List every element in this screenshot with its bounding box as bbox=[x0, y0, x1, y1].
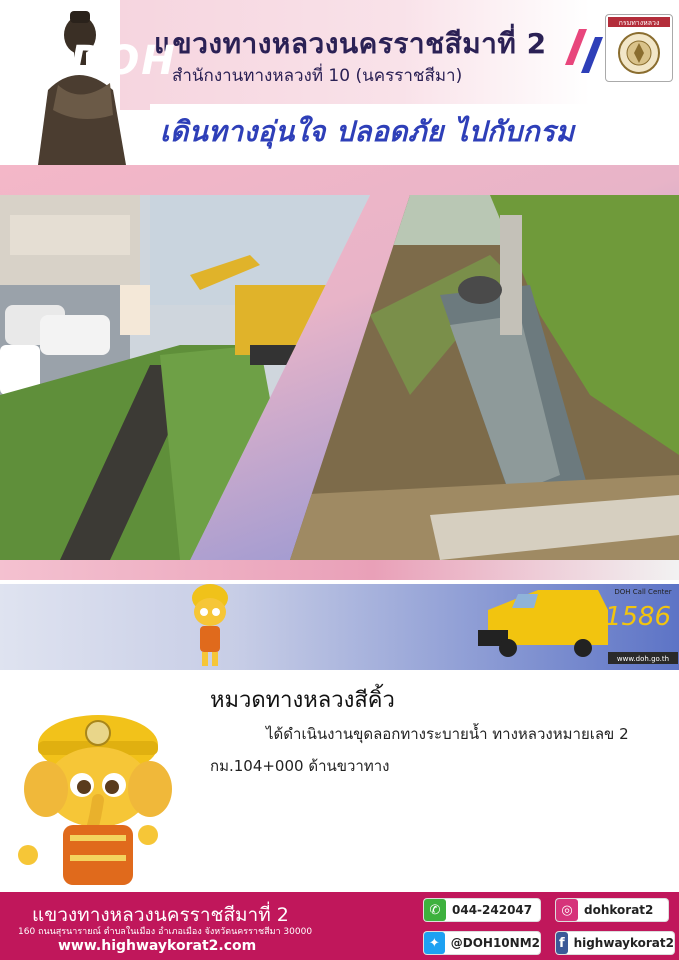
twitter-icon: ✦ bbox=[424, 932, 445, 954]
phone-icon: ✆ bbox=[424, 899, 446, 921]
content-title: หมวดทางหลวงสีคิ้ว bbox=[210, 688, 395, 713]
banner-pink-stripe bbox=[0, 560, 679, 580]
contact-instagram[interactable] bbox=[556, 899, 668, 921]
contact-phone[interactable] bbox=[424, 899, 540, 921]
footer-address: 160 ถนนสุรนารายณ์ ตำบลในเมือง อำเภอเมือง จังหวัดนครราชสีมา 30000 bbox=[18, 927, 313, 937]
call-center-number: 1586 bbox=[604, 602, 672, 632]
footer-org-name: แขวงทางหลวงนครราชสีมาที่ 2 bbox=[32, 904, 289, 926]
statue-image bbox=[18, 5, 138, 165]
doh-seal-logo bbox=[605, 14, 673, 82]
call-center-label: DOH Call Center bbox=[614, 588, 672, 596]
contact-facebook[interactable] bbox=[556, 932, 674, 954]
seal-text: กรมทางหลวง bbox=[618, 19, 660, 27]
photo-collage bbox=[0, 165, 679, 560]
mascot-large-image bbox=[8, 705, 188, 895]
facebook-handle: highwaykorat2 bbox=[573, 936, 674, 950]
footer-website-link[interactable]: www.highwaykorat2.com bbox=[58, 938, 257, 954]
facebook-icon: f bbox=[556, 932, 568, 954]
page-subtitle: สำนักงานทางหลวงที่ 10 (นครราชสีมา) bbox=[172, 66, 463, 86]
instagram-handle: dohkorat2 bbox=[584, 903, 654, 917]
slogan-text: เดินทางอุ่นใจ ปลอดภัย ไปกับกรม bbox=[160, 115, 575, 148]
photo-cleaned-ditch bbox=[290, 195, 679, 560]
mascot-small-icon bbox=[180, 578, 240, 670]
phone-number: 044-242047 bbox=[452, 903, 533, 917]
twitter-handle: @DOH10NM2 bbox=[450, 936, 540, 950]
instagram-icon: ◎ bbox=[556, 899, 578, 921]
brand-slash-icon bbox=[565, 25, 605, 77]
call-center-truck bbox=[478, 580, 678, 668]
contact-twitter[interactable] bbox=[424, 932, 540, 954]
doh-wordmark: DOH bbox=[70, 38, 177, 84]
call-center-site: www.doh.go.th bbox=[616, 655, 670, 663]
page-title: แขวงทางหลวงนครราชสีมาที่ 2 bbox=[154, 27, 547, 60]
content-line-2: กม.104+000 ด้านขวาทาง bbox=[210, 757, 390, 775]
content-line-1: ได้ดำเนินงานขุดลอกทางระบายน้ำ ทางหลวงหมายเลข 2 bbox=[266, 725, 629, 743]
